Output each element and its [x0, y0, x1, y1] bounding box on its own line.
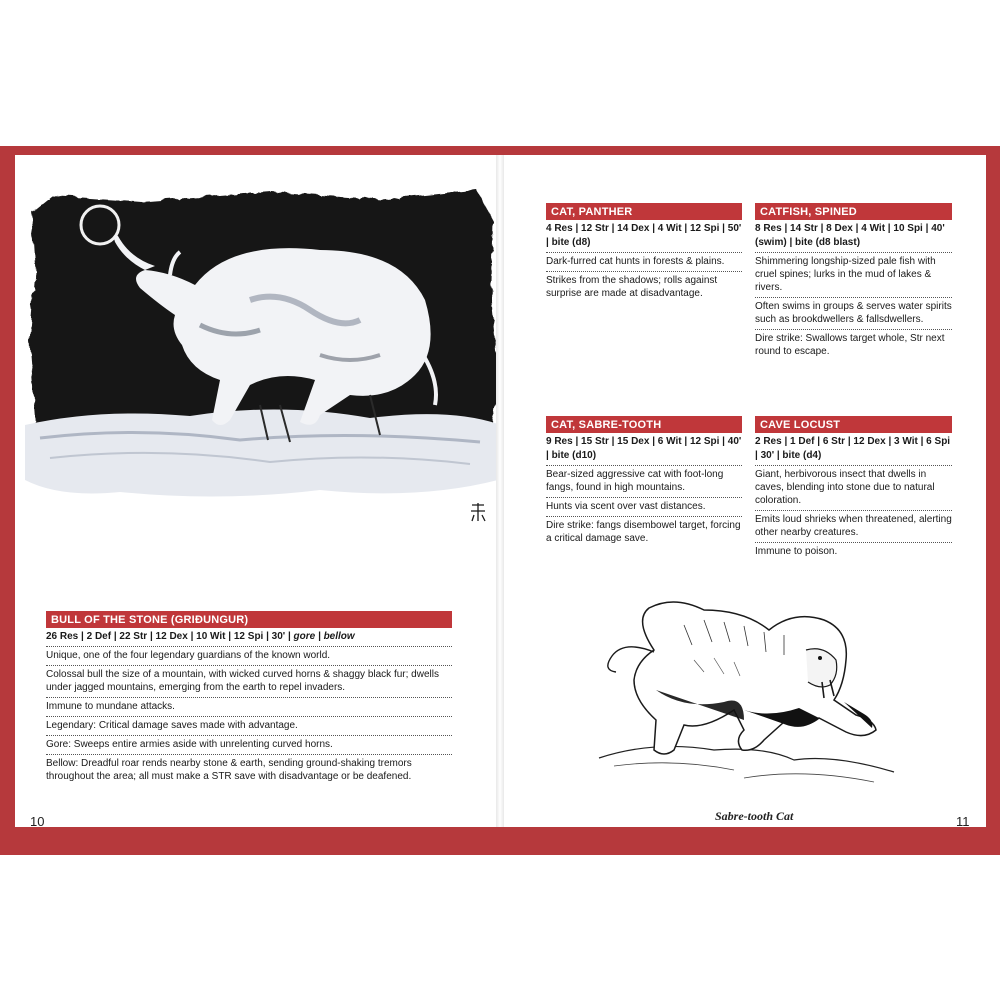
book-gutter	[496, 155, 504, 827]
locust-title: CAVE LOCUST	[755, 416, 952, 433]
page-number-right: 11	[956, 814, 970, 829]
bull-stats	[46, 628, 452, 647]
locust-line: Giant, herbivorous insect that dwells in caves, blending into stone due to natural coloration.	[755, 466, 952, 511]
locust-line: Immune to poison.	[755, 546, 838, 557]
catfish-line: Often swims in groups & serves water spirits such as brookdwellers & fallsdwellers.	[755, 298, 952, 330]
bull-illustration	[20, 180, 502, 510]
bull-line: Colossal bull the size of a mountain, with wicked curved horns & shaggy black fur; dwells under jagged mountains, emerging from the earth to repel invaders.	[46, 666, 452, 698]
panther-stat-block	[546, 203, 742, 303]
sabretooth-stat-block	[546, 416, 742, 548]
bull-line: Gore: Sweeps entire armies aside with unrelenting curved horns.	[46, 736, 452, 755]
sabretooth-line: Hunts via scent over vast distances.	[546, 498, 742, 517]
panther-title: CAT, PANTHER	[546, 203, 742, 220]
bull-line: Bellow: Dreadful roar rends nearby stone & earth, sending ground-shaking tremors throughout the area; all must make a STR save with disadvantage or be deafened.	[46, 758, 412, 782]
left-page	[15, 155, 496, 827]
bull-line: Immune to mundane attacks.	[46, 698, 452, 717]
catfish-stats: 8 Res | 14 Str | 8 Dex | 4 Wit | 10 Spi | 40' (swim) | bite (d8 blast)	[755, 220, 952, 253]
bull-stat-block	[46, 611, 452, 786]
artist-signature-icon	[468, 501, 488, 523]
catfish-line: Dire strike: Swallows target whole, Str next round to escape.	[755, 333, 945, 357]
bull-line: Legendary: Critical damage saves made with advantage.	[46, 717, 452, 736]
locust-stat-block	[755, 416, 952, 561]
catfish-stat-block	[755, 203, 952, 361]
locust-stats: 2 Res | 1 Def | 6 Str | 12 Dex | 3 Wit | 6 Spi | 30' | bite (d4)	[755, 433, 952, 466]
book-spread	[0, 146, 1000, 855]
illustration-caption: Sabre-tooth Cat	[715, 809, 794, 823]
panther-line: Dark-furred cat hunts in forests & plains.	[546, 253, 742, 272]
bull-title: BULL OF THE STONE (GRIÐUNGUR)	[46, 611, 452, 628]
bull-line: Unique, one of the four legendary guardians of the known world.	[46, 647, 452, 666]
panther-line: Strikes from the shadows; rolls against surprise are made at disadvantage.	[546, 275, 718, 299]
sabretooth-line: Dire strike: fangs disembowel target, forcing a critical damage save.	[546, 520, 741, 544]
locust-line: Emits loud shrieks when threatened, alerting other nearby creatures.	[755, 511, 952, 543]
sabretooth-title: CAT, SABRE-TOOTH	[546, 416, 742, 433]
bull-stats-values: 26 Res | 2 Def | 22 Str | 12 Dex | 10 Wit | 12 Spi | 30' |	[46, 631, 294, 642]
sabretooth-illustration	[594, 590, 904, 790]
sabretooth-stats: 9 Res | 15 Str | 15 Dex | 6 Wit | 12 Spi | 40' | bite (d10)	[546, 433, 742, 466]
catfish-line: Shimmering longship-sized pale fish with cruel spines; lurks in the mud of lakes & rivers.	[755, 253, 952, 298]
bull-attacks: gore | bellow	[293, 631, 355, 642]
catfish-title: CATFISH, SPINED	[755, 203, 952, 220]
sabretooth-line: Bear-sized aggressive cat with foot-long fangs, found in high mountains.	[546, 466, 742, 498]
panther-stats: 4 Res | 12 Str | 14 Dex | 4 Wit | 12 Spi | 50' | bite (d8)	[546, 220, 742, 253]
right-page	[504, 155, 986, 827]
page-number-left: 10	[30, 814, 45, 829]
